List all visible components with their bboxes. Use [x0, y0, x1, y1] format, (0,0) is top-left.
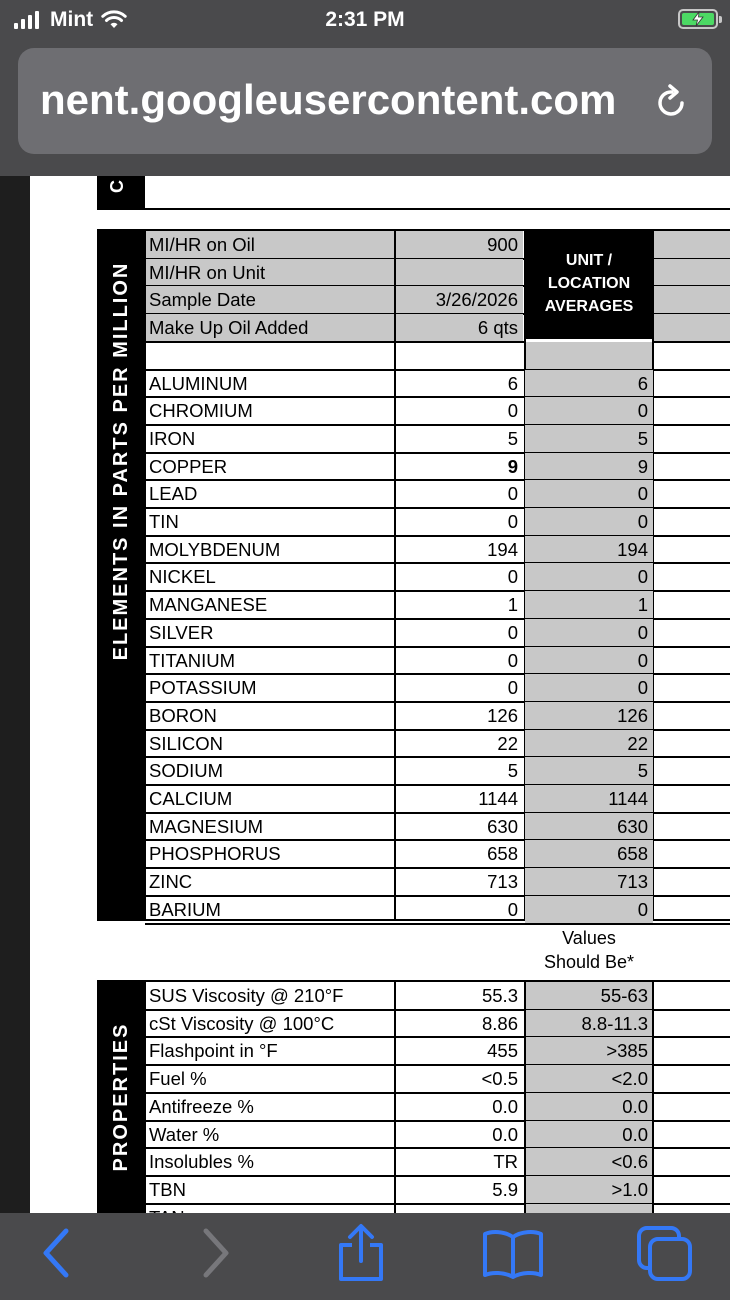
element-average: 0 [525, 508, 653, 536]
element-value: 5 [507, 427, 518, 449]
element-value: 0 [507, 511, 518, 532]
element-average: 658 [525, 840, 653, 868]
element-average: 0 [525, 563, 653, 591]
battery-charging-icon [678, 9, 718, 29]
element-average: 0 [525, 480, 653, 508]
element-name: CHROMIUM [149, 400, 253, 422]
properties-section-label: PROPERTIES [110, 1022, 132, 1172]
element-average: 630 [525, 813, 653, 841]
forward-icon[interactable] [198, 1227, 232, 1279]
element-name: BORON [149, 704, 217, 726]
values-should-be-note [525, 926, 653, 974]
property-name: Fuel % [149, 1068, 207, 1090]
element-average: 6 [525, 370, 653, 398]
property-range: >385 [525, 1037, 653, 1065]
elements-section-label: ELEMENTS IN PARTS PER MILLION [110, 261, 132, 661]
element-name: SODIUM [149, 760, 223, 782]
property-range: 8.8-11.3 [525, 1010, 653, 1038]
element-value: 0 [507, 677, 518, 699]
element-value: 713 [487, 871, 518, 893]
element-name: ZINC [149, 871, 193, 893]
element-value: 126 [487, 704, 518, 726]
values-note-line1: Values [562, 928, 616, 948]
oil-report [30, 176, 730, 1213]
property-range: <2.0 [525, 1065, 653, 1093]
averages-header-line2: LOCATION [547, 275, 631, 292]
element-name: TITANIUM [149, 649, 235, 671]
averages-header-line1: UNIT / [565, 252, 613, 269]
share-icon[interactable] [336, 1223, 386, 1283]
property-name: TBN [149, 1178, 186, 1200]
element-name: ALUMINUM [149, 372, 248, 394]
status-bar [0, 0, 730, 42]
property-value: 55.3 [481, 985, 518, 1006]
element-name: MOLYBDENUM [149, 538, 281, 560]
element-name: COPPER [149, 455, 228, 477]
row-divider [145, 923, 730, 925]
element-name: MAGNESIUM [149, 815, 264, 837]
property-name: cSt Viscosity @ 100°C [149, 1012, 335, 1034]
info-row-value: 900 [395, 231, 523, 259]
element-name: TIN [149, 511, 179, 532]
column-divider [144, 982, 146, 1222]
back-icon[interactable] [40, 1227, 74, 1279]
element-value: 1 [507, 594, 518, 616]
element-name: SILVER [149, 621, 214, 643]
element-name: BARIUM [149, 898, 221, 920]
element-value: 5 [507, 760, 518, 782]
element-name: NICKEL [149, 566, 216, 588]
values-note-line2: Should Be* [543, 952, 635, 972]
element-average: 0 [525, 619, 653, 647]
element-value: 22 [497, 732, 518, 754]
web-page [0, 176, 730, 1213]
reload-icon[interactable] [654, 82, 690, 120]
element-average: 1144 [525, 785, 653, 813]
property-name: Antifreeze % [149, 1095, 254, 1117]
element-average: 194 [525, 536, 653, 564]
element-value: 6 [507, 372, 518, 394]
info-row-value [395, 259, 523, 287]
element-value: 0 [507, 483, 518, 505]
column-divider [652, 982, 654, 1222]
element-value: 0 [507, 621, 518, 643]
element-average: 0 [525, 896, 653, 924]
property-name: Water % [149, 1123, 220, 1145]
column-divider [524, 982, 526, 1222]
property-value: 5.9 [492, 1178, 518, 1200]
element-value: 0 [507, 566, 518, 588]
element-value: 630 [487, 815, 518, 837]
element-average: 5 [525, 425, 653, 453]
info-row-label: MI/HR on Unit [145, 259, 395, 287]
element-average: 9 [525, 453, 653, 481]
element-name: SILICON [149, 732, 224, 754]
element-value: 0 [507, 400, 518, 422]
element-average: 0 [525, 647, 653, 675]
property-range: <0.6 [525, 1148, 653, 1176]
info-row-extra [653, 286, 730, 314]
url-text[interactable]: nent.googleusercontent.com [40, 76, 617, 123]
element-name: CALCIUM [149, 788, 233, 809]
property-name: Insolubles % [149, 1151, 254, 1173]
browser-address-area [0, 42, 730, 176]
element-value: 194 [487, 538, 518, 560]
element-average: 126 [525, 702, 653, 730]
property-value: TR [493, 1151, 518, 1173]
element-value: 9 [507, 455, 518, 477]
tabs-icon[interactable] [636, 1225, 694, 1283]
element-value: 0 [507, 649, 518, 671]
info-row-extra [653, 259, 730, 287]
info-row-value: 3/26/2026 [395, 286, 523, 314]
averages-header [525, 229, 653, 339]
element-name: LEAD [149, 483, 198, 505]
address-bar[interactable] [18, 48, 712, 154]
element-value: 1144 [478, 788, 518, 809]
property-value: 0.0 [492, 1095, 518, 1117]
element-value: 0 [507, 898, 518, 920]
property-value: 8.86 [481, 1012, 518, 1034]
row-divider [653, 341, 730, 343]
element-average: 22 [525, 730, 653, 758]
info-row-label: Make Up Oil Added [145, 314, 395, 342]
property-range: 0.0 [525, 1121, 653, 1149]
top-section-letter: C [107, 180, 127, 193]
property-range: >1.0 [525, 1176, 653, 1204]
column-divider [394, 982, 396, 1222]
element-value: 658 [487, 843, 518, 865]
element-average: 5 [525, 757, 653, 785]
row-divider [145, 341, 525, 343]
property-range: 55-63 [525, 982, 653, 1010]
element-name: IRON [149, 427, 196, 449]
info-row-value: 6 qts [395, 314, 523, 342]
info-row-extra [653, 314, 730, 342]
property-name: Flashpoint in °F [149, 1040, 278, 1062]
clock: 2:31 PM [325, 8, 405, 31]
property-value: <0.5 [481, 1068, 518, 1090]
element-average: 713 [525, 868, 653, 896]
carrier-label: Mint [50, 8, 94, 31]
info-row-label: MI/HR on Oil [145, 231, 395, 259]
spacer-avg-cell [525, 342, 653, 370]
info-row-label: Sample Date [145, 286, 395, 314]
property-value: 455 [487, 1040, 518, 1062]
element-average: 1 [525, 591, 653, 619]
averages-header-line3: AVERAGES [544, 298, 634, 315]
info-row-extra [653, 231, 730, 259]
browser-toolbar [0, 1213, 730, 1300]
bookmarks-icon[interactable] [482, 1229, 544, 1279]
element-name: PHOSPHORUS [149, 843, 281, 865]
property-range: 0.0 [525, 1093, 653, 1121]
element-name: MANGANESE [149, 594, 268, 616]
property-name: SUS Viscosity @ 210°F [149, 985, 344, 1006]
top-section-header [97, 176, 145, 210]
property-value: 0.0 [492, 1123, 518, 1145]
element-name: POTASSIUM [149, 677, 257, 699]
element-average: 0 [525, 674, 653, 702]
element-average: 0 [525, 397, 653, 425]
